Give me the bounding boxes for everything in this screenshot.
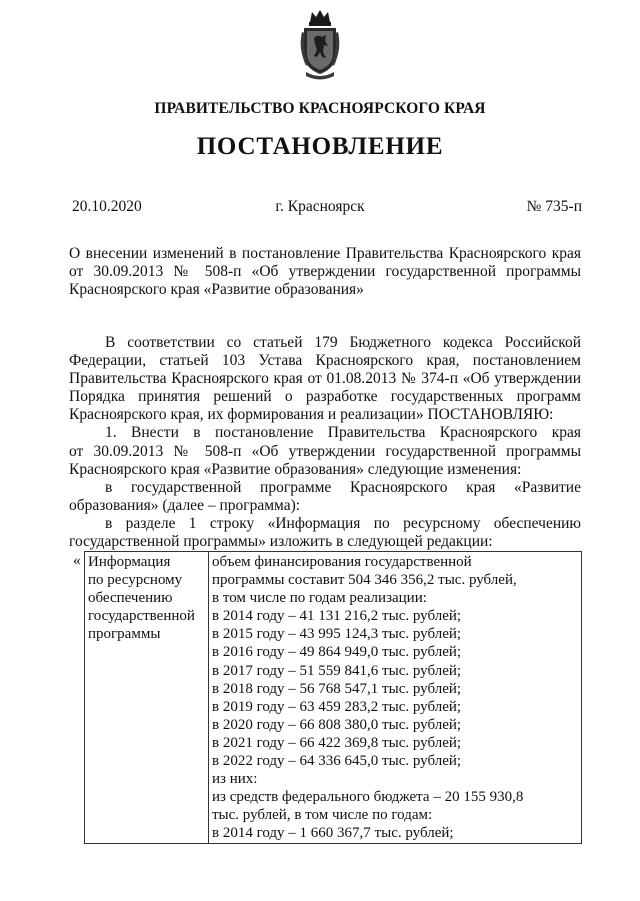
body-line: Правительства Красноярского края от 01.08.2013 № 374-п «Об утверждении xyxy=(69,370,581,388)
label-line: Информация xyxy=(88,554,171,570)
subject-line: Красноярского края «Развитие образования» xyxy=(69,281,364,298)
table-row xyxy=(85,552,582,844)
document-subject xyxy=(69,245,581,299)
organization-name: ПРАВИТЕЛЬСТВО КРАСНОЯРСКОГО КРАЯ xyxy=(154,100,486,117)
document-number: № 735-п xyxy=(526,198,582,215)
label-line: государственной xyxy=(88,608,195,625)
document-city: г. Красноярск xyxy=(275,198,365,215)
value-line: в 2019 году – 63 459 283,2 тыс. рублей; xyxy=(212,698,462,715)
document-date: 20.10.2020 xyxy=(72,198,142,215)
body-line: В соответствии со статьей 179 Бюджетного кодекса Российской xyxy=(105,334,581,351)
value-line: в 2014 году – 41 131 216,2 тыс. рублей; xyxy=(212,608,462,625)
body-line: в государственной программе Красноярского края «Развитие xyxy=(105,478,581,496)
body-line: государственной программы» изложить в следующей редакции: xyxy=(69,533,493,551)
subject-line: О внесении изменений в постановление Правительства Красноярского края xyxy=(69,245,581,262)
coat-of-arms-icon xyxy=(296,8,344,82)
body-line: от 30.09.2013 № 508-п «Об утверждении государственной программы xyxy=(69,442,581,460)
table-label-cell xyxy=(85,552,209,844)
body-line: 1. Внести в постановление Правительства Красноярского края xyxy=(105,424,581,442)
body-line: образования» (далее – программа): xyxy=(69,496,301,514)
body-line: Федерации, статьей 103 Устава Красноярского края, постановлением xyxy=(69,352,581,370)
value-line: объем финансирования государственной xyxy=(212,554,472,570)
resource-table xyxy=(84,551,582,844)
body-line: в разделе 1 строку «Информация по ресурсному обеспечению xyxy=(105,514,581,532)
body-line: Порядка принятия решений о разработке государственных программ xyxy=(69,388,581,406)
value-line: в 2017 году – 51 559 841,6 тыс. рублей; xyxy=(212,662,462,679)
value-line: в 2016 году – 49 864 949,0 тыс. рублей; xyxy=(212,644,462,661)
body-line: Красноярского края, их формирования и реализации» ПОСТАНОВЛЯЮ: xyxy=(69,406,554,424)
body-line: Красноярского края «Развитие образования» следующие изменения: xyxy=(69,460,522,478)
value-line: программы составит 504 346 356,2 тыс. рублей, xyxy=(212,572,517,589)
value-line: в 2018 году – 56 768 547,1 тыс. рублей; xyxy=(212,680,462,697)
table-value-cell xyxy=(209,552,582,844)
label-line: программы xyxy=(88,626,161,643)
document-type-title: ПОСТАНОВЛЕНИЕ xyxy=(196,133,444,160)
value-line: в 2021 году – 66 422 369,8 тыс. рублей; xyxy=(212,734,462,751)
value-line: в 2014 году – 1 660 367,7 тыс. рублей; xyxy=(212,825,454,842)
subject-line: от 30.09.2013 № 508-п «Об утверждении государственной программы xyxy=(69,263,581,280)
value-line: из них: xyxy=(212,771,258,788)
value-line: в 2020 году – 66 808 380,0 тыс. рублей; xyxy=(212,716,462,733)
label-line: обеспечению xyxy=(88,590,173,607)
value-line: из средств федерального бюджета – 20 155 930,8 xyxy=(212,789,524,806)
value-line: в том числе по годам реализации: xyxy=(212,590,427,607)
open-quote: « xyxy=(73,552,81,569)
value-line: в 2022 году – 64 336 645,0 тыс. рублей; xyxy=(212,753,462,770)
value-line: в 2015 году – 43 995 124,3 тыс. рублей; xyxy=(212,626,462,643)
value-line: тыс. рублей, в том числе по годам: xyxy=(212,807,433,824)
document-body xyxy=(69,334,581,551)
label-line: по ресурсному xyxy=(88,572,183,589)
